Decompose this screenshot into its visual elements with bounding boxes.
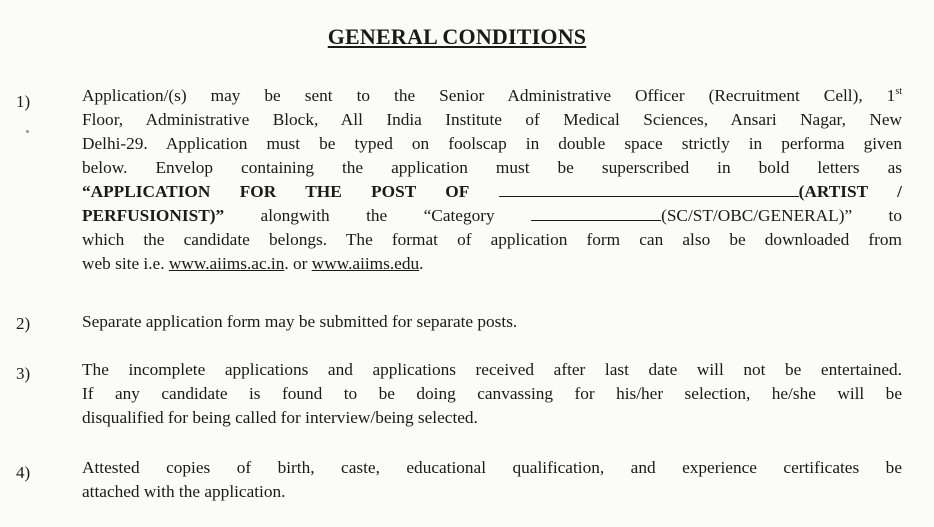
text-line: attached with the application.: [82, 482, 286, 501]
text-line: Separate application form may be submitted for separate posts.: [82, 312, 518, 331]
condition-number: 1): [16, 92, 31, 111]
condition-text: [82, 84, 902, 276]
condition-text: [82, 456, 902, 504]
text-line: which the candidate belongs. The format of application form can also be downloaded from: [82, 230, 902, 249]
text-line: If any candidate is found to be doing canvassing for his/her selection, he/she will be: [82, 384, 902, 403]
text-line: PERFUSIONIST)” alongwith the “Category (SC/ST/OBC/GENERAL)” to: [82, 206, 902, 225]
condition-number: 2): [16, 314, 31, 333]
text-line: below. Envelop containing the application must be superscribed in bold letters as: [82, 158, 902, 177]
text-line: The incomplete applications and applications received after last date will not be entertained.: [82, 360, 902, 379]
superscript: st: [895, 86, 902, 98]
condition-text: [82, 358, 902, 430]
condition-number: 4): [16, 463, 31, 482]
bold-heading-text: (ARTIST /: [798, 182, 902, 201]
text-line: web site i.e. www.aiims.ac.in. or www.aiims.edu.: [82, 254, 424, 273]
text-line: disqualified for being called for interview/being selected.: [82, 408, 478, 427]
text-line: Attested copies of birth, caste, educational qualification, and experience certificates be: [82, 458, 902, 477]
page-title: GENERAL CONDITIONS: [327, 24, 587, 49]
condition-text: [82, 310, 902, 334]
bold-heading-text: “APPLICATION FOR THE POST OF: [82, 182, 470, 201]
text-line: [82, 180, 902, 204]
text-line: Floor, Administrative Block, All India Institute of Medical Sciences, Ansari Nagar, New: [82, 110, 902, 129]
text-line: Application/(s) may be sent to the Senior Administrative Officer (Recruitment Cell), 1st: [82, 86, 902, 105]
post-name-blank: [499, 182, 799, 197]
category-blank: [531, 206, 661, 221]
condition-number: 3): [16, 364, 31, 383]
bold-heading-text: PERFUSIONIST)”: [82, 206, 225, 225]
website-link-1[interactable]: www.aiims.ac.in: [168, 254, 285, 273]
website-link-2[interactable]: www.aiims.edu: [311, 254, 420, 273]
text-line: Delhi-29. Application must be typed on foolscap in double space strictly in performa given: [82, 134, 902, 153]
scan-speck: [26, 130, 29, 133]
